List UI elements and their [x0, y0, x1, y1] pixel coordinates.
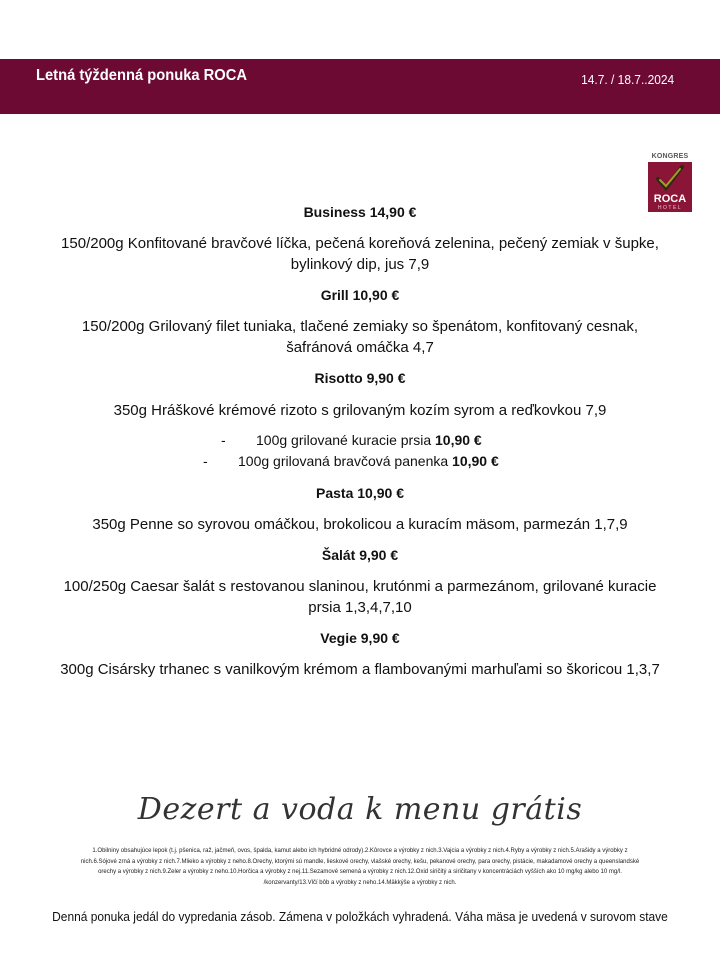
dish-pasta: [40, 514, 680, 535]
list-dash: -: [221, 432, 226, 448]
extra-text: 100g grilované kuracie prsia: [256, 432, 435, 448]
dish-line: 100/250g Caesar šalát s restovanou slaninou, krutónmi a parmezánom, grilované kuracie: [63, 578, 657, 595]
dish-risotto: [40, 400, 680, 421]
allergen-line: /konzervanty/13.Vlčí bôb a výrobky z neho.14.Mäkkýše a výrobky z nich.: [263, 879, 457, 886]
category-grill: Grill 10,90 €: [320, 287, 400, 303]
dish-line: 150/200g Konfitované bravčové líčka, pečená koreňová zelenina, pečený zemiak v šupke,: [61, 235, 659, 252]
category-business: Business 14,90 €: [303, 204, 417, 220]
allergen-legend: [40, 846, 680, 888]
category-pasta: Pasta 10,90 €: [316, 485, 404, 501]
extra-price: 10,90 €: [435, 432, 482, 448]
menu-date-range: 14.7. / 18.7..2024: [580, 72, 674, 87]
logo-bottom-text: HOTEL: [657, 205, 683, 211]
list-dash: -: [203, 453, 208, 469]
menu-title: Letná týždenná ponuka ROCA: [36, 67, 248, 84]
dish-grill: [40, 316, 680, 358]
dessert-note: Dezert a voda k menu grátis: [137, 792, 583, 827]
dish-line: 350g Hráškové krémové rizoto s grilovaným kozím syrom a reďkovkou 7,9: [113, 402, 607, 419]
dish-line: 350g Penne so syrovou omáčkou, brokolicou a kuracím mäsom, parmezán 1,7,9: [92, 516, 628, 533]
dish-line: 150/200g Grilovaný filet tuniaka, tlačené zemiaky so špenátom, konfitovaný cesnak,: [81, 318, 639, 335]
dish-salad: [40, 576, 680, 618]
allergen-line: orechy a výrobky z nich.9.Zeler a výrobky z neho.10.Horčica a výrobky z nej.11.Sezamové semená a výrobky z nich.12.Oxid siričitý a siričitany v koncentráciách vyšších ako 10 mg/kg alebo 10 mg/l.: [98, 869, 622, 875]
category-salad: Šalát 9,90 €: [321, 547, 399, 563]
extra-text: 100g grilovaná bravčová panenka: [238, 453, 453, 469]
footer-note: Denná ponuka jedál do vypredania zásob. Zámena v položkách vyhradená. Váha mäsa je uvedená v surovom stave: [52, 909, 668, 924]
logo-top-text: KONGRES: [651, 153, 689, 160]
logo-name: ROCA: [653, 193, 687, 205]
allergen-line: 1.Obilniny obsahujúce lepok (t.j. pšenica, raž, jačmeň, ovos, špalda, kamut alebo ich hybridné odrody).2.Kôrovce a výrobky z nich.3.Vajcia a výrobky z nich.4.Ryby a výrobky z nich.5.Arašidy a výrobky z: [92, 848, 628, 854]
dish-vegie: [40, 659, 680, 680]
header-bar: [0, 59, 720, 114]
allergen-line: nich.6.Sójové zrná a výrobky z nich.7.Mlieko a výrobky z neho.8.Orechy, ktorými sú mandle, lieskové orechy, vlašské orechy, kešu, pekanové orechy, para orechy, pistácie, makadamové orechy a queenslandské: [80, 858, 640, 865]
dish-line: šafránová omáčka 4,7: [286, 339, 434, 356]
dish-line: prsia 1,3,4,7,10: [308, 599, 412, 616]
dish-business: [40, 233, 680, 275]
dish-line: 300g Cisársky trhanec s vanilkovým krémom a flambovanými marhuľami so škoricou 1,3,7: [60, 661, 660, 678]
category-vegie: Vegie 9,90 €: [320, 630, 400, 646]
extra-price: 10,90 €: [452, 453, 499, 469]
checkmark-icon: [654, 164, 686, 194]
dish-line: bylinkový dip, jus 7,9: [290, 256, 430, 273]
category-risotto: Risotto 9,90 €: [314, 370, 406, 386]
